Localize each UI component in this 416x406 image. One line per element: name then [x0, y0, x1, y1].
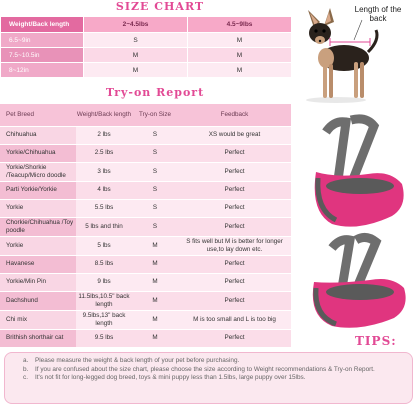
- table-cell: S: [84, 33, 188, 48]
- table-cell: 11.5lbs,10.5" back length: [76, 291, 132, 310]
- table-cell: Yorkie: [0, 199, 76, 217]
- table-cell: M: [84, 63, 188, 78]
- tip-letter: c.: [23, 374, 28, 382]
- table-cell: Brithish shorthair cat: [0, 329, 76, 347]
- table-cell: S: [132, 126, 178, 144]
- header-cell: Weight/Back length: [1, 17, 84, 33]
- table-row: [1, 48, 292, 63]
- table-cell: 6.5~9in: [1, 33, 84, 48]
- table-cell: Yorkie/Shorkie /Teacup/Micro doodle: [0, 162, 76, 181]
- tip-item: [23, 357, 404, 366]
- back-length-label: Length of the back: [354, 5, 402, 23]
- table-cell: M: [132, 329, 178, 347]
- header-cell: Try-on Size: [132, 104, 178, 126]
- table-row: [0, 181, 291, 199]
- tip-item: [23, 374, 404, 383]
- table-row: [0, 236, 291, 255]
- header-cell: Weight/Back length: [76, 104, 132, 126]
- table-cell: M is too small and L is too big: [178, 310, 291, 329]
- table-row: [0, 310, 291, 329]
- tips-title: TIPS:: [355, 334, 397, 348]
- table-cell: Yorkie/Chihuahua: [0, 144, 76, 162]
- table-cell: 5 lbs and thin: [76, 217, 132, 236]
- table-cell: Yorkie/Min Pin: [0, 273, 76, 291]
- sling-carrier-photos: [296, 112, 416, 332]
- table-cell: 5.5 lbs: [76, 199, 132, 217]
- table-cell: M: [132, 291, 178, 310]
- table-cell: 4 lbs: [76, 181, 132, 199]
- header-cell: Feedback: [178, 104, 291, 126]
- table-cell: M: [132, 236, 178, 255]
- table-cell: M: [84, 48, 188, 63]
- table-row: [0, 217, 291, 236]
- try-on-report-table: [0, 104, 291, 348]
- table-cell: Chihuahua: [0, 126, 76, 144]
- table-header-row: [0, 104, 291, 126]
- table-row: [0, 126, 291, 144]
- table-cell: Yorkie: [0, 236, 76, 255]
- table-row: [1, 63, 292, 78]
- table-cell: Perfect: [178, 199, 291, 217]
- table-cell: Perfect: [178, 255, 291, 273]
- table-header-row: [1, 17, 292, 33]
- table-cell: Perfect: [178, 181, 291, 199]
- table-cell: S: [132, 144, 178, 162]
- table-cell: M: [132, 273, 178, 291]
- table-cell: M: [188, 33, 292, 48]
- table-cell: Chi mix: [0, 310, 76, 329]
- size-chart-title: SIZE CHART: [115, 0, 205, 13]
- table-cell: M: [188, 63, 292, 78]
- tip-text: It's not fit for long-legged dog breed, toys & mini puppy less than 1.5lbs, large puppy over 15lbs.: [35, 374, 306, 382]
- tip-letter: a.: [23, 357, 29, 364]
- tip-text: If you are confused about the size chart, please choose the size according to Weight recommendations & Try-on Report.: [35, 365, 375, 373]
- table-cell: M: [132, 255, 178, 273]
- tips-box: [4, 352, 413, 404]
- table-cell: 8.5 lbs: [76, 255, 132, 273]
- try-on-report-title: Try-on Report: [105, 86, 205, 99]
- table-cell: XS would be great: [178, 126, 291, 144]
- table-cell: 2.5 lbs: [76, 144, 132, 162]
- table-cell: S: [132, 162, 178, 181]
- table-cell: M: [132, 310, 178, 329]
- table-cell: Perfect: [178, 144, 291, 162]
- table-cell: Perfect: [178, 329, 291, 347]
- header-cell: 2~4.5lbs: [84, 17, 188, 33]
- table-row: [0, 255, 291, 273]
- header-cell: 4.5~9lbs: [188, 17, 292, 33]
- table-row: [0, 199, 291, 217]
- pet-sling-illustration: [296, 112, 416, 332]
- table-cell: 9 lbs: [76, 273, 132, 291]
- header-cell: Pet Breed: [0, 104, 76, 126]
- table-row: [0, 144, 291, 162]
- table-cell: Perfect: [178, 162, 291, 181]
- table-cell: 2 lbs: [76, 126, 132, 144]
- table-cell: S fits well but M is better for longer use,to lay down etc.: [178, 236, 291, 255]
- size-chart-table: [0, 16, 292, 78]
- tip-text: Please measure the weight & back length of your pet before purchasing.: [35, 357, 240, 364]
- table-cell: Chorkie/Chihuahua /Toy poodle: [0, 217, 76, 236]
- table-cell: 5 lbs: [76, 236, 132, 255]
- table-row: [0, 162, 291, 181]
- table-cell: Parti Yorkie/Yorkie: [0, 181, 76, 199]
- table-cell: 7.5~10.5in: [1, 48, 84, 63]
- tip-item: [23, 366, 404, 375]
- table-cell: Perfect: [178, 273, 291, 291]
- table-row: [0, 291, 291, 310]
- table-cell: M: [188, 48, 292, 63]
- table-row: [1, 33, 292, 48]
- table-cell: 9.5lbs,13" back length: [76, 310, 132, 329]
- table-row: [0, 273, 291, 291]
- table-row: [0, 329, 291, 347]
- table-cell: Perfect: [178, 291, 291, 310]
- table-cell: Havanese: [0, 255, 76, 273]
- table-cell: 3 lbs: [76, 162, 132, 181]
- table-cell: Dachshund: [0, 291, 76, 310]
- table-cell: 8~12in: [1, 63, 84, 78]
- table-cell: S: [132, 199, 178, 217]
- tip-letter: b.: [23, 365, 29, 373]
- table-cell: Perfect: [178, 217, 291, 236]
- table-cell: 9.5 lbs: [76, 329, 132, 347]
- table-cell: S: [132, 217, 178, 236]
- table-cell: S: [132, 181, 178, 199]
